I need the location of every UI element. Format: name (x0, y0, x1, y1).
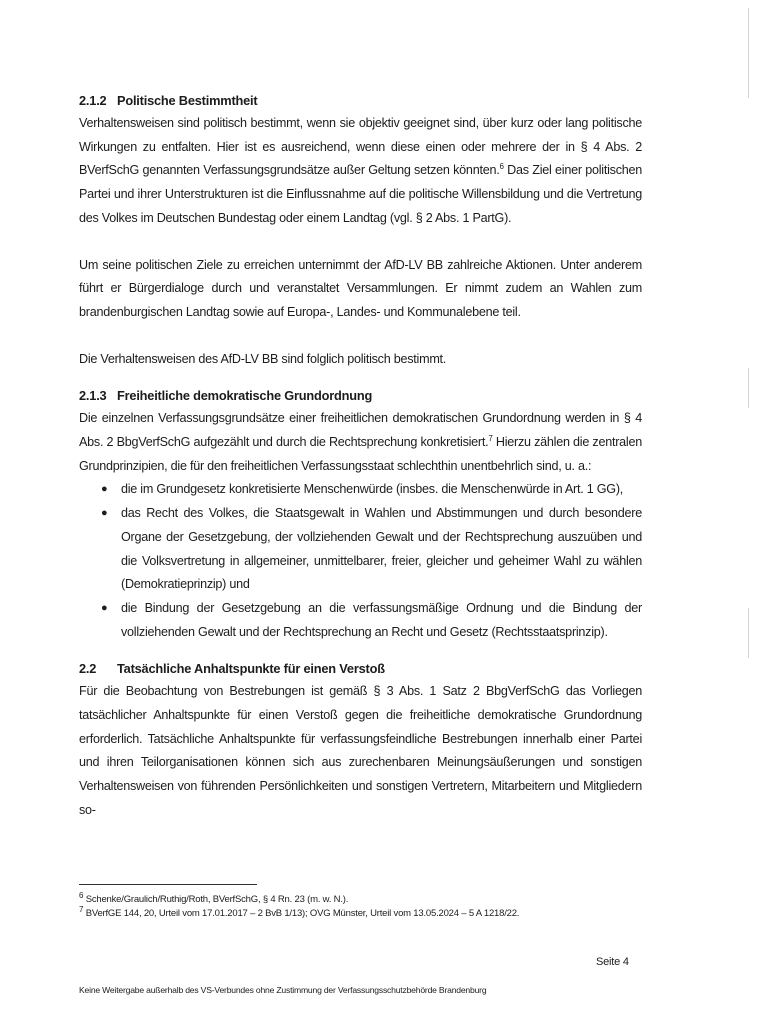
section-number: 2.1.3 (79, 388, 107, 404)
section-heading-2-2 (79, 658, 642, 680)
principles-list (79, 478, 642, 644)
scan-artifact (748, 608, 749, 658)
paragraph: Die Verhaltensweisen des AfD-LV BB sind folglich politisch bestimmt. (79, 351, 447, 366)
paragraph-text: Die einzelnen Verfassungsgrundsätze einer freiheitlichen demokratischen Grundordnung werden in § 4 Abs. 2 BbgVerfSchG aufgezählt und durch die Rechtsprechung konkretisiert. (79, 411, 642, 450)
section-title: Politische Bestimmtheit (117, 93, 258, 108)
list-item (79, 597, 642, 644)
footnote-6 (79, 890, 639, 907)
paragraph: Um seine politischen Ziele zu erreichen unternimmt der AfD-LV BB zahlreiche Aktionen. Unter anderem führt er Bürgerdialoge durch und veranstaltet Versammlungen. Er nimmt zudem an Wahlen zum brandenburgischen Landtag sowie auf Europa-, Landes- und Kommunalebene teil. (79, 257, 642, 319)
list-item (79, 502, 642, 597)
classification-footer: Keine Weitergabe außerhalb des VS-Verbundes ohne Zustimmung der Verfassungsschutzbehörde Brandenburg (79, 985, 487, 995)
section-number: 2.1.2 (79, 93, 107, 108)
list-item-text: die im Grundgesetz konkretisierte Menschenwürde (insbes. die Menschenwürde in Art. 1 GG), (121, 482, 624, 497)
scan-artifact (748, 8, 749, 98)
section-heading-2-1-3 (79, 385, 642, 407)
paragraph-text: Verhaltensweisen sind politisch bestimmt, wenn sie objektiv geeignet sind, über kurz oder lang politische Wirkungen zu entfalten. Hier ist es ausreichend, wenn diese einen oder mehrere der in § 4 Abs. 2 BVerfSchG genannten Verfassungsgrundsätze außer Geltung setzen könnten. (79, 116, 642, 178)
footnote-7 (79, 904, 639, 921)
bullet-icon: ● (101, 507, 108, 520)
paragraph: Für die Beobachtung von Bestrebungen ist gemäß § 3 Abs. 1 Satz 2 BbgVerfSchG das Vorliegen tatsächlicher Anhaltspunkte für einen Verstoß gegen die freiheitliche demokratische Grundordnung erforderlich. Tatsächliche Anhaltspunkte für verfassungsfeindliche Bestrebungen innerhalb einer Partei und ihren Teilorganisationen können sich aus zurechenbaren Meinungsäußerungen und sonstigen Verhaltensweisen von führenden Persönlichkeiten und sonstigen Vertretern, Mitarbeitern und Mitgliedern so- (79, 684, 642, 817)
page-number: Seite 4 (596, 956, 629, 968)
list-item (79, 478, 642, 502)
footnote-ref: 6 (499, 162, 504, 172)
footnote-ref: 7 (488, 433, 493, 443)
footnotes (79, 890, 639, 921)
footnote-text: Schenke/Graulich/Ruthig/Roth, BVerfSchG, § 4 Rn. 23 (m. w. N.). (83, 894, 349, 905)
bullet-icon: ● (101, 601, 108, 614)
section-title: Tatsächliche Anhaltspunkte für einen Verstoß (117, 661, 385, 677)
footnote-mark: 7 (79, 904, 84, 914)
section-title: Freiheitliche demokratische Grundordnung (117, 388, 373, 404)
paragraph-text: Das Ziel einer politischen Partei und ihrer Unterstrukturen ist die Einflussnahme auf die politische Willensbildung und die Vertretung des Volkes im Deutschen Bundestag oder einem Landtag (vgl. § 2 Abs. 1 PartG). (79, 163, 643, 225)
paragraph (79, 407, 642, 478)
footnote-divider (79, 884, 257, 885)
bullet-icon: ● (101, 483, 108, 496)
paragraph-text: Hierzu zählen die zentralen Grundprinzipien, die für den freiheitlichen Verfassungsstaat schlechthin unentbehrlich sind, u. a.: (79, 435, 642, 473)
list-item-text: die Bindung der Gesetzgebung an die verfassungsmäßige Ordnung und die Bindung der vollziehenden Gewalt und der Rechtsprechung an Recht und Gesetz (Rechtsstaatsprinzip). (121, 600, 642, 639)
scan-artifact (748, 368, 749, 408)
section-number: 2.2 (79, 661, 97, 677)
list-item-text: das Recht des Volkes, die Staatsgewalt in Wahlen und Abstimmungen und durch besondere Organe der Gesetzgebung, der vollziehenden Gewalt und der Rechtsprechung auszuüben und die Volksvertretung in allgemeiner, unmittelbarer, freier, gleicher und geheimer Wahl zu wählen (Demokratieprinzip) und (121, 506, 642, 592)
paragraph (79, 112, 642, 231)
section-heading-2-1-2 (79, 90, 642, 112)
footnote-mark: 6 (79, 890, 84, 900)
footnote-text: BVerfGE 144, 20, Urteil vom 17.01.2017 – 2 BvB 1/13); OVG Münster, Urteil vom 13.05.2024 – 5 A 1218/22. (83, 908, 520, 919)
main-content (79, 90, 642, 823)
